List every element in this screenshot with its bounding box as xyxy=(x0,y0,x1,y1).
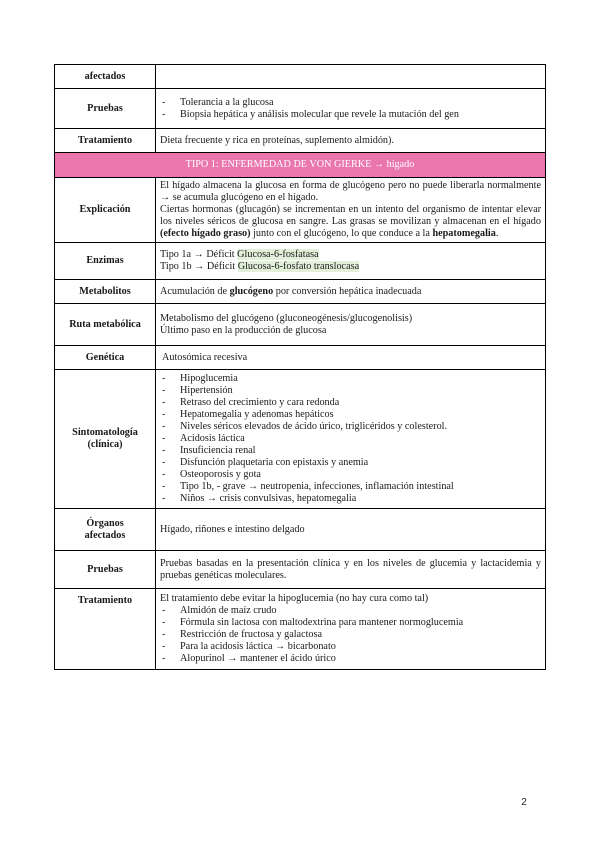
list-item: - Restricción de fructosa y galactosa xyxy=(160,629,541,641)
content-pruebas-top xyxy=(156,89,546,129)
enzima-prefix: Tipo 1a → Déficit xyxy=(160,249,238,260)
content-ruta-metabolica xyxy=(156,304,546,346)
list-item: - Tipo 1b, - grave → neutropenia, infecciones, inflamación intestinal xyxy=(160,481,541,493)
row-organos-afectados xyxy=(55,509,546,551)
enzima-line-1b xyxy=(160,261,541,273)
row-metabolitos xyxy=(55,280,546,304)
row-tratamiento xyxy=(55,589,546,670)
content-tratamiento xyxy=(156,589,546,670)
label-genetica: Genética xyxy=(55,346,156,370)
explicacion-bold-fatty-liver: (efecto hígado graso) xyxy=(160,228,251,239)
list-item: - Osteoporosis y gota xyxy=(160,469,541,481)
label-tratamiento: Tratamiento xyxy=(55,589,156,670)
explicacion-paragraph-2 xyxy=(160,204,541,240)
list-item: - Biopsia hepática y análisis molecular que revele la mutación del gen xyxy=(160,109,541,121)
content-explicacion xyxy=(156,178,546,243)
label-ruta-metabolica: Ruta metabólica xyxy=(55,304,156,346)
list-item: - Almidón de maíz crudo xyxy=(160,605,541,617)
section-header-row xyxy=(55,153,546,178)
enzima-line-1a xyxy=(160,249,541,261)
list-item: - Hipertensión xyxy=(160,385,541,397)
ruta-line: Último paso en la producción de glucosa xyxy=(160,324,327,336)
disease-info-table xyxy=(54,64,546,670)
list-item: - Para la acidosis láctica → bicarbonato xyxy=(160,641,541,653)
label-pruebas: Pruebas xyxy=(55,551,156,589)
list-item: - Acidosis láctica xyxy=(160,433,541,445)
content-sintomatologia xyxy=(156,370,546,509)
label-sintomatologia-line1: Sintomatología xyxy=(72,427,138,438)
explicacion-text: junto con el glucógeno, lo que conduce a la xyxy=(250,228,433,239)
label-tratamiento-top: Tratamiento xyxy=(55,129,156,153)
label-sintomatologia-line2: (clínica) xyxy=(87,439,123,450)
content-metabolitos xyxy=(156,280,546,304)
list-item: - Niveles séricos elevados de ácido úrico, triglicéridos y colesterol. xyxy=(160,421,541,433)
explicacion-text: Ciertas hormonas (glucagón) se incrementan en un intento del organismo de intentar elevar los niveles séricos de glucosa en sangre. Las grasas se movilizan y almacenan en el hígado xyxy=(160,204,541,227)
explicacion-text: . xyxy=(495,228,499,239)
list-item: - Tolerancia a la glucosa xyxy=(160,97,541,109)
row-pruebas xyxy=(55,551,546,589)
genetica-text: Autosómica recesiva xyxy=(162,351,248,363)
tratamiento-intro: El tratamiento debe evitar la hipoglucemia (no hay cura como tal) xyxy=(160,593,429,604)
explicacion-bold-hepatomegalia: hepatomegalia xyxy=(432,228,496,239)
label-explicacion: Explicación xyxy=(55,178,156,243)
ruta-line: Metabolismo del glucógeno (gluconeogénesis/glucogenolisis) xyxy=(160,312,413,324)
list-item: - Insuficiencia renal xyxy=(160,445,541,457)
content-enzimas xyxy=(156,243,546,280)
content-genetica xyxy=(156,346,546,370)
list-item: - Disfunción plaquetaria con epistaxis y anemia xyxy=(160,457,541,469)
row-explicacion xyxy=(55,178,546,243)
content-afectados xyxy=(156,65,546,89)
label-afectados: afectados xyxy=(55,65,156,89)
content-tratamiento-top: Dieta frecuente y rica en proteínas, suplemento almidón). xyxy=(156,129,546,153)
label-organos-afectados xyxy=(55,509,156,551)
pruebas-top-list xyxy=(160,97,541,121)
list-item: - Niños → crisis convulsivas, hepatomegalia xyxy=(160,493,541,505)
label-sintomatologia xyxy=(55,370,156,509)
row-sintomatologia xyxy=(55,370,546,509)
enzima-highlight-1b: Glucosa-6-fosfato translocasa xyxy=(237,261,360,272)
metabolitos-text: por conversión hepática inadecuada xyxy=(273,285,422,297)
list-item: - Hipoglucemia xyxy=(160,373,541,385)
enzima-prefix: Tipo 1b → Déficit xyxy=(160,261,238,272)
label-metabolitos: Metabolitos xyxy=(55,280,156,304)
enzima-highlight-1a: Glucosa-6-fosfatasa xyxy=(237,249,319,260)
label-organos-line2: afectados xyxy=(84,529,126,541)
list-item: - Fórmula sin lactosa con maltodextrina para mantener normoglucemia xyxy=(160,617,541,629)
explicacion-paragraph-1: El hígado almacena la glucosa en forma de glucógeno pero no puede liberarla normalmente → se acumula glucógeno en el hígado. xyxy=(160,180,541,203)
label-pruebas-top: Pruebas xyxy=(55,89,156,129)
row-genetica xyxy=(55,346,546,370)
tratamiento-list xyxy=(160,605,541,665)
row-pruebas-top xyxy=(55,89,546,129)
metabolitos-text: Acumulación de xyxy=(160,285,230,297)
content-organos-afectados: Hígado, riñones e intestino delgado xyxy=(156,509,546,551)
list-item: - Alopurinol → mantener el ácido úrico xyxy=(160,653,541,665)
content-pruebas: Pruebas basadas en la presentación clínica y en los niveles de glucemia y lactacidemia y pruebas genéticas moleculares. xyxy=(156,551,546,589)
list-item: - Hepatomegalia y adenomas hepáticos xyxy=(160,409,541,421)
page-number: 2 xyxy=(521,797,527,808)
row-tratamiento-top xyxy=(55,129,546,153)
row-afectados-top xyxy=(55,65,546,89)
list-item: - Retraso del crecimiento y cara redonda xyxy=(160,397,541,409)
row-ruta-metabolica xyxy=(55,304,546,346)
label-organos-line1: Órganos xyxy=(86,517,124,529)
section-header: TIPO 1: ENFERMEDAD DE VON GIERKE → hígado xyxy=(55,153,546,178)
sintomatologia-list xyxy=(160,373,541,505)
row-enzimas xyxy=(55,243,546,280)
metabolitos-bold: glucógeno xyxy=(229,285,274,297)
label-enzimas: Enzimas xyxy=(55,243,156,280)
